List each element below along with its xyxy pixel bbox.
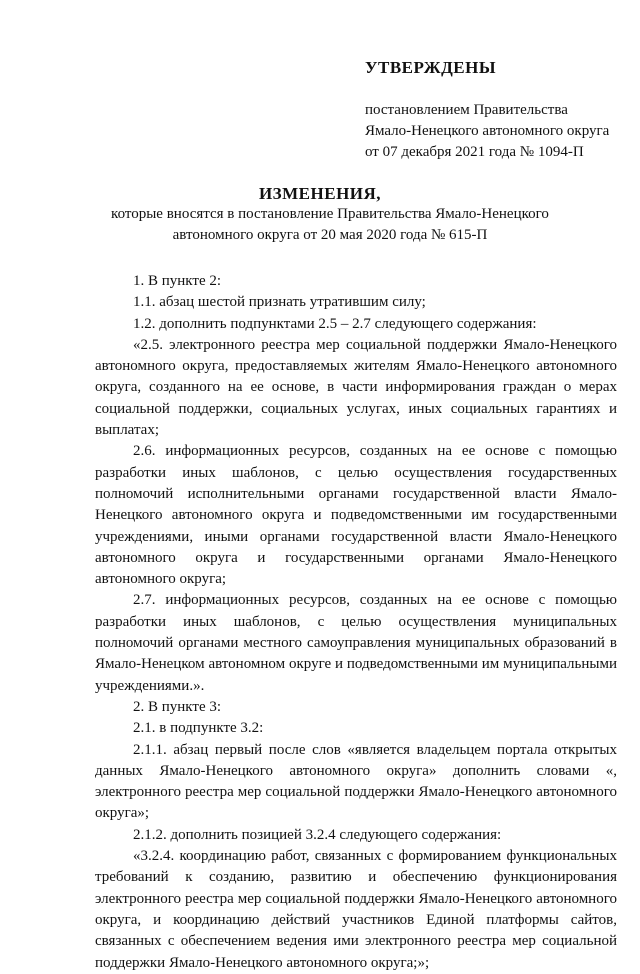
approval-line: Ямало-Ненецкого автономного округа bbox=[365, 123, 610, 139]
paragraph: 2.1. в подпункте 3.2: bbox=[133, 720, 264, 737]
document-subtitle: которые вносятся в постановление Правительства Ямало-Ненецкого автономного округа от 20 мая 2020 года № 615-П bbox=[111, 206, 549, 243]
paragraph: 2. В пункте 3: bbox=[133, 698, 222, 715]
paragraph: 2.1.1. абзац первый после слов «является владельцем портала открытых данных Ямало-Ненецкого автономного округа» дополнить словами «, электронного реестра мер социальной поддержки Ямало-Ненецкого автономного округа»; bbox=[95, 741, 617, 822]
paragraph: «2.5. электронного реестра мер социальной поддержки Ямало-Ненецкого автономного округа, предоставляемых жителям Ямало-Ненецкого автономного округа, созданного на ее основе, в части информирования граждан о мерах социальной поддержки, социальных услугах, иных социальных гарантиях и выплатах; bbox=[95, 336, 617, 439]
paragraph: 1. В пункте 2: bbox=[133, 273, 222, 289]
document-body bbox=[95, 271, 617, 974]
document-title: ИЗМЕНЕНИЯ, bbox=[258, 184, 382, 203]
paragraph: 2.1.2. дополнить позицией 3.2.4 следующего содержания: bbox=[133, 826, 502, 843]
paragraph: 1.2. дополнить подпунктами 2.5 – 2.7 следующего содержания: bbox=[133, 315, 537, 332]
approval-block bbox=[365, 100, 609, 163]
paragraph: 2.6. информационных ресурсов, созданных на ее основе с помощью разработки иных шаблонов, с целью осуществления государственных полномочий исполнительными органами государственной власти Ямало-Ненецкого автономного округа и подведомственными им государственными учреждениями, иными органами государственной власти Ямало-Ненецкого автономного округа и государственными органами Ямало-Ненецкого автономного округа; bbox=[95, 443, 617, 588]
approval-line: от 07 декабря 2021 года № 1094-П bbox=[365, 144, 584, 160]
paragraph: 1.1. абзац шестой признать утратившим силу; bbox=[133, 294, 426, 311]
approval-line: постановлением Правительства bbox=[365, 102, 568, 118]
approval-heading: УТВЕРЖДЕНЫ bbox=[365, 58, 497, 77]
paragraph: «3.2.4. координацию работ, связанных с формированием функциональных требований к созданию, развитию и обеспечению функционирования электронного реестра мер социальной поддержки Ямало-Ненецкого автономного округа, и координацию действий участников Единой платформы сайтов, связанных с обеспечением ведения ими электронного реестра мер социальной поддержки Ямало-Ненецкого автономного округа;»; bbox=[95, 848, 617, 971]
paragraph: 2.7. информационных ресурсов, созданных на ее основе с помощью разработки иных шаблонов, с целью осуществления муниципальных полномочий органами местного самоуправления муниципальных образований в Ямало-Ненецком автономном округе и подведомственными им муниципальными учреждениями.». bbox=[95, 592, 617, 694]
